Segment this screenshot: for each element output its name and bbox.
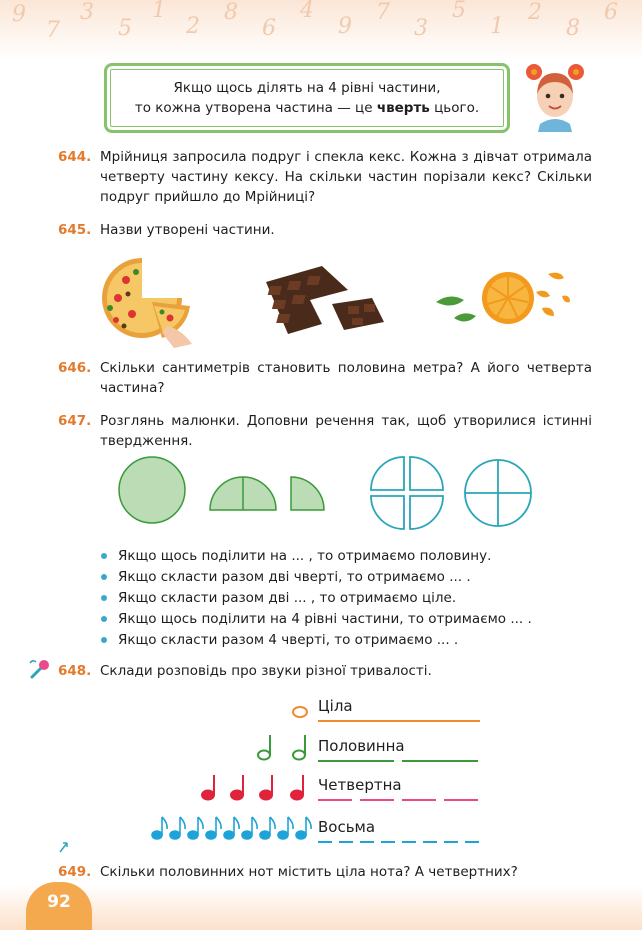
rule-text: то кожна утворена частина — це — [134, 100, 377, 116]
half-line — [402, 760, 478, 762]
microphone-icon — [28, 657, 52, 681]
rule-box — [104, 63, 510, 133]
decorative-digits: 9 7 3 5 1 2 8 6 4 9 7 3 5 1 2 8 6 — [12, 0, 618, 43]
eighth-line — [402, 841, 416, 843]
orange-image — [432, 262, 572, 330]
eighth-notes-icon — [152, 817, 311, 839]
task-646 — [58, 358, 592, 398]
fraction-shapes — [114, 456, 538, 538]
whole-note-icon — [293, 707, 307, 717]
bullet-item: Якщо скласти разом дві ... , то отримаємо ціле. — [98, 588, 532, 609]
eighth-line — [318, 841, 332, 843]
note-label-quarter: Четвертна — [318, 776, 402, 794]
task-648 — [58, 661, 592, 681]
task-645 — [58, 220, 592, 240]
task-text: Назви утворені частини. — [100, 222, 275, 238]
task-number: 649. — [58, 864, 92, 880]
bullet-item: Якщо скласти разом дві чверті, то отримаємо ... . — [98, 567, 532, 588]
task-number: 645. — [58, 222, 92, 238]
quarter-line — [360, 799, 394, 801]
quarter-circle — [291, 477, 324, 510]
quarter-notes-icon — [202, 775, 303, 800]
task-text: Скільки сантиметрів становить половина метра? А його четверта частина? — [100, 360, 592, 396]
task-number: 644. — [58, 149, 92, 165]
eighth-line — [465, 841, 479, 843]
eighth-line — [423, 841, 437, 843]
half-notes-icon — [258, 735, 305, 760]
task-text: Мрійниця запросила подруг і спекла кекс. Кожна з дівчат отримала четверту частину кексу. На скільки частин порізали кекс? Скільки подруг прийшло до Мрійниці? — [100, 149, 592, 205]
page-number: 92 — [26, 882, 92, 930]
note-label-eighth: Восьма — [318, 818, 376, 836]
task-647 — [58, 411, 592, 451]
task-number: 646. — [58, 360, 92, 376]
eighth-line — [381, 841, 395, 843]
eighth-line — [444, 841, 458, 843]
bullet-item: Якщо скласти разом 4 чверті, то отримаємо ... . — [98, 630, 532, 651]
task-text: Розглянь малюнки. Доповни речення так, щоб утворилися істинні твердження. — [100, 413, 592, 449]
quarter-line — [318, 799, 352, 801]
pointer-icon — [58, 840, 70, 854]
bullet-list — [98, 546, 532, 651]
footer-band — [0, 885, 642, 930]
bullet-item: Якщо щось поділити на ... , то отримаємо половину. — [98, 546, 532, 567]
quarter-line — [444, 799, 478, 801]
rule-text-end: цього. — [429, 100, 480, 116]
whole-circle — [119, 457, 185, 523]
separated-quarters — [371, 457, 443, 529]
task-number: 647. — [58, 413, 92, 429]
rule-line-2 — [107, 98, 507, 118]
girl-illustration — [520, 58, 590, 132]
eighth-line — [360, 841, 374, 843]
rule-bold-term: чверть — [376, 100, 430, 116]
chocolate-image — [262, 264, 386, 338]
whole-line — [318, 720, 480, 722]
task-649 — [58, 862, 592, 882]
rule-line-1: Якщо щось ділять на 4 рівні частини, — [173, 80, 441, 96]
quarter-line — [402, 799, 436, 801]
task-644 — [58, 147, 592, 207]
task-text: Скільки половинних нот містить ціла нота? А четвертних? — [100, 864, 518, 880]
music-notes — [150, 695, 320, 845]
quartered-circle — [465, 460, 531, 526]
task-text: Склади розповідь про звуки різної тривалості. — [100, 663, 432, 679]
task-number: 648. — [58, 663, 92, 679]
half-line — [318, 760, 394, 762]
eighth-line — [339, 841, 353, 843]
note-label-half: Половинна — [318, 737, 405, 755]
note-label-whole: Ціла — [318, 697, 353, 715]
pizza-image — [96, 252, 196, 348]
bullet-item: Якщо щось поділити на 4 рівні частини, то отримаємо ... . — [98, 609, 532, 630]
